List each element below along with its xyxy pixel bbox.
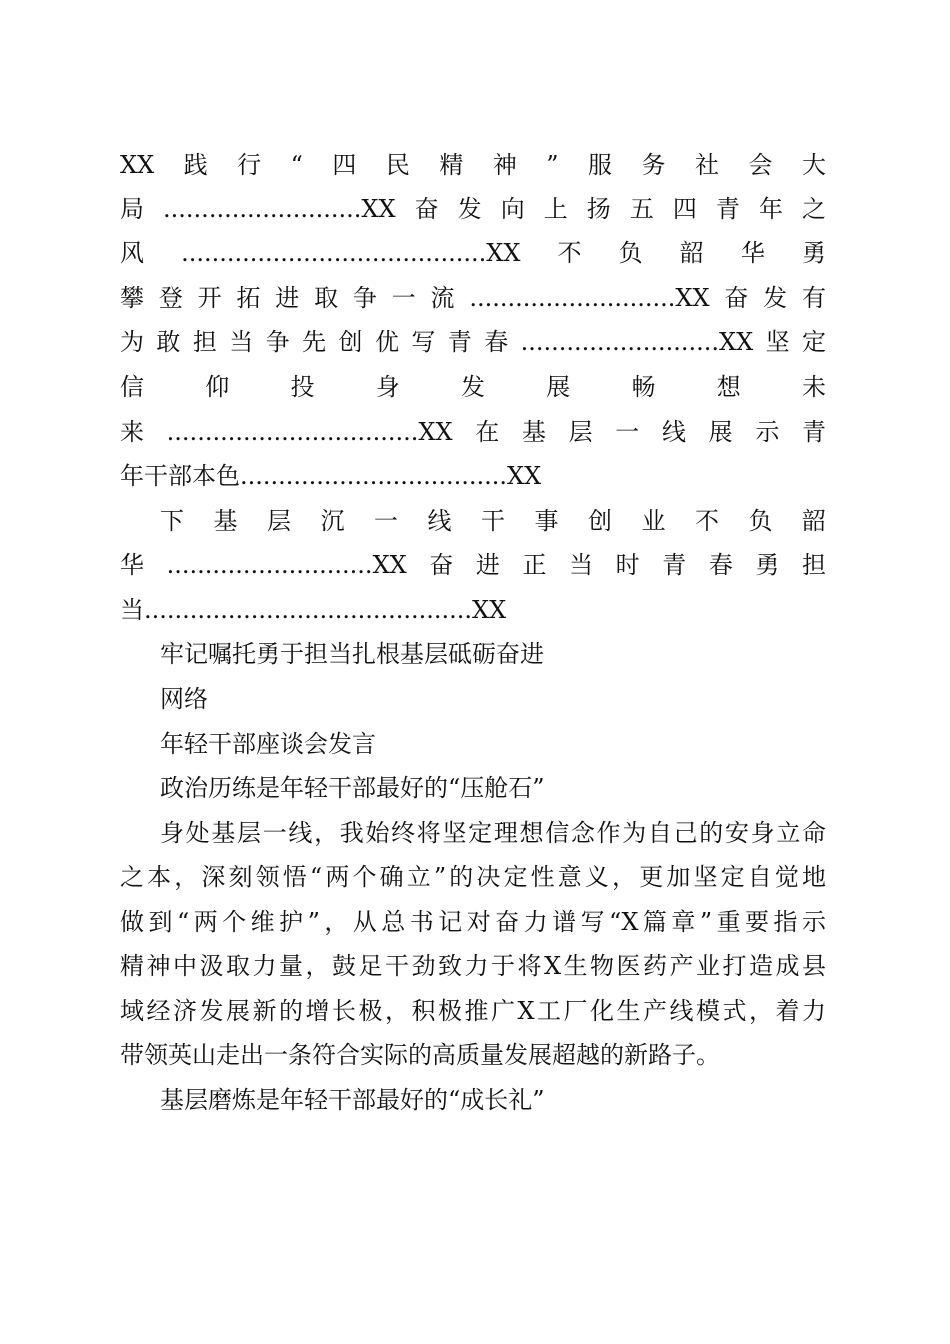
section-heading-1: 政治历练是年轻干部最好的“压舱石” [160,774,545,802]
toc-line-8: 年干部本色...................................XX [120,462,542,490]
toc-line-6: 信仰投身发展畅想未 [120,373,826,401]
toc-line-2: 局..........................XX奋发向上扬五四青年之 [120,195,826,223]
toc-line-5: 为敢担当争先创优写青春..........................XX坚定 [120,328,826,356]
section-heading-2: 基层磨炼是年轻干部最好的“成长礼” [160,1086,545,1114]
toc-line-9: 下基层沉一线干事创业不负韶 [160,507,826,535]
paragraph-line-5: 域经济发展新的增长极，积极推广X工厂化生产线模式，着力 [120,997,826,1025]
paragraph-line-3: 做到“两个维护”，从总书记对奋力谱写“X篇章”重要指示 [120,908,826,936]
paragraph-line-1: 身处基层一线，我始终将坚定理想信念作为自己的安身立命 [160,819,826,847]
heading-line: 牢记嘱托勇于担当扎根基层砥砺奋进 [160,640,544,668]
paragraph-line-6: 带领英山走出一条符合实际的高质量发展超越的新路子。 [120,1041,720,1069]
subtitle-line: 年轻干部座谈会发言 [160,730,376,758]
toc-line-11: 当...........................................XX [120,596,507,624]
toc-line-3: 风........................................XX不负韶华勇 [120,239,826,267]
toc-line-10: 华...........................XX奋进正当时青春勇担 [120,551,826,579]
toc-line-4: 攀登开拓进取争一流...........................XX奋发有 [120,284,826,312]
toc-line-1: XX践行“四民精神”服务社会大 [120,151,826,179]
paragraph-line-4: 精神中汲取力量，鼓足干劲致力于将X生物医药产业打造成县 [120,952,826,980]
toc-line-7: 来.................................XX在基层一线展示青 [120,418,826,446]
source-label: 网络 [160,685,208,713]
paragraph-line-2: 之本，深刻领悟“两个确立”的决定性意义，更加坚定自觉地 [120,863,826,891]
